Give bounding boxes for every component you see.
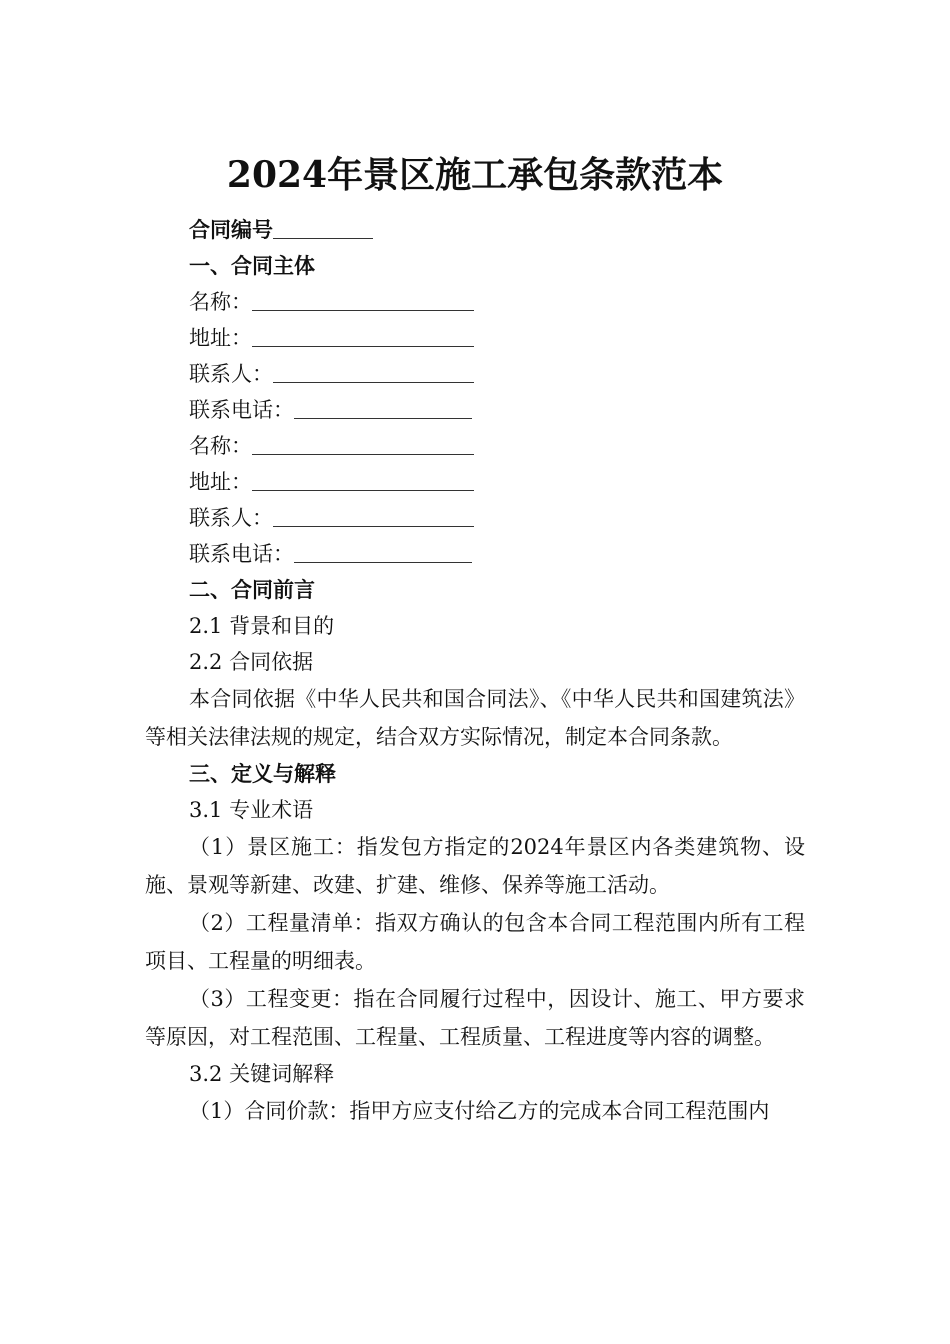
field-row-name-2 bbox=[145, 428, 805, 464]
field-label: 联系电话： bbox=[189, 542, 294, 566]
field-blank bbox=[252, 428, 474, 455]
field-blank bbox=[273, 500, 474, 527]
field-label: 名称： bbox=[189, 434, 252, 458]
field-row-address-2 bbox=[145, 464, 805, 500]
field-blank bbox=[294, 536, 472, 563]
field-label: 联系人： bbox=[189, 506, 273, 530]
field-row-address-1 bbox=[145, 320, 805, 356]
clause-3-1: 3.1 专业术语 bbox=[189, 798, 314, 822]
definition-scenic-construction: （1）景区施工：指发包方指定的2024年景区内各类建筑物、设施、景观等新建、改建、扩建、维修、保养等施工活动。 bbox=[145, 835, 805, 897]
field-row-name-1 bbox=[145, 284, 805, 320]
field-label: 地址： bbox=[189, 470, 252, 494]
field-row-phone-2 bbox=[145, 536, 805, 572]
field-blank bbox=[252, 320, 474, 347]
paragraph-basis: 本合同依据《中华人民共和国合同法》、《中华人民共和国建筑法》等相关法律法规的规定，结合双方实际情况，制定本合同条款。 bbox=[145, 687, 805, 749]
clause-2-1: 2.1 背景和目的 bbox=[189, 614, 335, 638]
field-label: 联系电话： bbox=[189, 398, 294, 422]
document-title: 2024年景区施工承包条款范本 bbox=[226, 154, 724, 196]
contract-number-line bbox=[145, 212, 805, 248]
field-blank bbox=[252, 464, 474, 491]
document-body bbox=[145, 212, 805, 1130]
field-row-contact-1 bbox=[145, 356, 805, 392]
field-label: 联系人： bbox=[189, 362, 273, 386]
field-blank bbox=[252, 284, 474, 311]
section-heading-parties: 一、合同主体 bbox=[189, 253, 315, 278]
field-blank bbox=[294, 392, 472, 419]
field-label: 地址： bbox=[189, 326, 252, 350]
field-label: 名称： bbox=[189, 290, 252, 314]
clause-3-2: 3.2 关键词解释 bbox=[189, 1062, 335, 1086]
section-heading-preamble: 二、合同前言 bbox=[189, 577, 315, 602]
contract-number-blank bbox=[273, 212, 373, 239]
definition-change: （3）工程变更：指在合同履行过程中，因设计、施工、甲方要求等原因，对工程范围、工程量、工程质量、工程进度等内容的调整。 bbox=[145, 987, 805, 1049]
field-row-contact-2 bbox=[145, 500, 805, 536]
definition-quantity-list: （2）工程量清单：指双方确认的包含本合同工程范围内所有工程项目、工程量的明细表。 bbox=[145, 911, 805, 973]
definition-contract-price: （1）合同价款：指甲方应支付给乙方的完成本合同工程范围内 bbox=[189, 1099, 770, 1123]
clause-2-2: 2.2 合同依据 bbox=[189, 650, 314, 674]
section-heading-definitions: 三、定义与解释 bbox=[189, 761, 336, 786]
contract-number-label: 合同编号 bbox=[189, 217, 273, 242]
field-row-phone-1 bbox=[145, 392, 805, 428]
field-blank bbox=[273, 356, 474, 383]
